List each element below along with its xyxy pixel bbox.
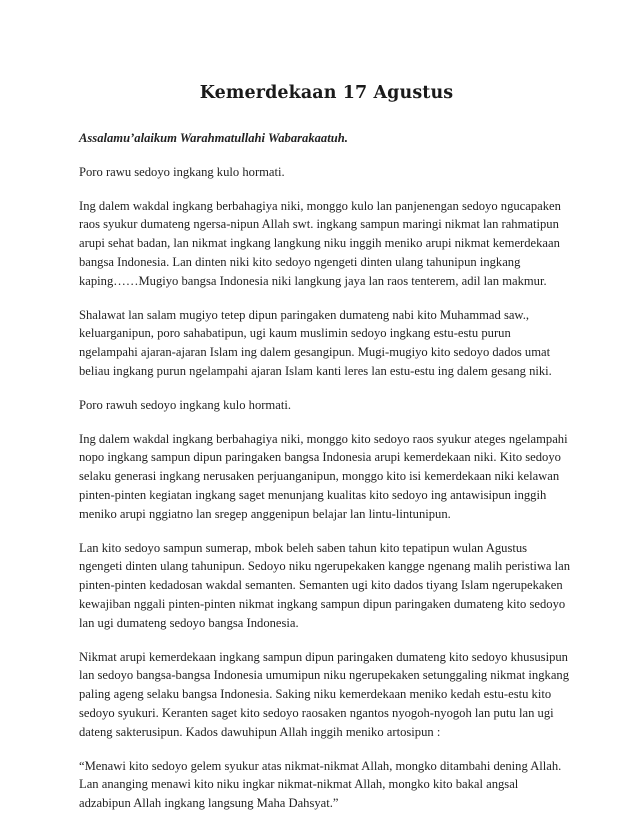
text-line: pinten-pinten kedadosan wakdal semanten. Semanten ugi kito dados tiyang Islam ngerupekaken	[79, 578, 563, 593]
text-line: beliau ingkang purun ngelampahi ajaran Islam kanti leres lan estu-estu ing dalem gesang niki.	[79, 363, 552, 378]
paragraph-6	[79, 539, 574, 633]
paragraph-4	[79, 396, 574, 415]
paragraph-3	[79, 306, 574, 381]
paragraph-8-quote	[79, 757, 574, 813]
text-line: dateng sakterusipun. Kados dawuhipun Allah inggih meniko artosipun :	[79, 724, 441, 739]
text-line: Poro rawuh sedoyo ingkang kulo hormati.	[79, 397, 291, 412]
paragraph-2	[79, 197, 574, 291]
paragraph-1	[79, 163, 574, 182]
text-line: kewajiban nggali pinten-pinten nikmat ingkang sampun dipun paringaken dumateng kito sedoyo	[79, 596, 566, 611]
text-line: Ing dalem wakdal ingkang berbahagiya niki, monggo kito sedoyo raos syukur ateges ngelampahi	[79, 431, 568, 446]
text-line: selaku generasi ingkang nerusaken perjuanganipun, monggo kito isi kemerdekaan niki kelawan	[79, 469, 560, 484]
text-line: pinten-pinten kegiatan ingkang saget menunjang kualitas kito sedoyo ing antawisipun inggih	[79, 487, 547, 502]
text-line: lan ugi dumateng sedoyo bangsa Indonesia.	[79, 615, 299, 630]
document-page	[79, 83, 574, 828]
text-line: Poro rawu sedoyo ingkang kulo hormati.	[79, 164, 285, 179]
text-line: nopo ingkang sampun dipun paringaken bangsa Indonesia arupi kemerdekaan niki. Kito sedoyo	[79, 450, 561, 465]
text-line: “Menawi kito sedoyo gelem syukur atas nikmat-nikmat Allah, mongko ditambahi dening Allah.	[79, 758, 562, 773]
text-line: keluarganipun, poro sahabatipun, ugi kaum muslimin sedoyo ingkang estu-estu purun	[79, 326, 511, 341]
text-line: Nikmat arupi kemerdekaan ingkang sampun dipun paringaken dumateng kito sedoyo khususipun	[79, 649, 568, 664]
paragraph-7	[79, 648, 574, 742]
text-line: paling ageng selaku bangsa Indonesia. Saking niku kemerdekaan meniko kedah estu-estu kito	[79, 687, 552, 702]
text-line: adzabipun Allah ingkang langsung Maha Dahsyat.”	[79, 796, 339, 811]
text-line: kaping……Mugiyo bangsa Indonesia niki langkung jaya lan raos tenterem, adil lan makmur.	[79, 273, 547, 288]
text-line: Ing dalem wakdal ingkang berbahagiya niki, monggo kulo lan panjenengan sedoyo ngucapaken	[79, 198, 561, 213]
text-line: arupi sehat badan, lan nikmat ingkang langkung niku inggih meniko arupi nikmat kemerdekaan	[79, 236, 560, 251]
text-line: Shalawat lan salam mugiyo tetep dipun paringaken dumateng nabi kito Muhammad saw.,	[79, 307, 530, 322]
text-line: lan sedoyo bangsa-bangsa Indonesia umumipun niku ngerupekaken setunggaling nikmat ingkang	[79, 668, 570, 683]
text-line: raos syukur dumateng ngersa-nipun Allah swt. ingkang sampun maringi nikmat lan rahmatipun	[79, 217, 559, 232]
paragraph-5	[79, 430, 574, 524]
text-line: meniko arupi nggiatno lan sregep anggenipun belajar lan lintu-lintunipun.	[79, 506, 451, 521]
text-line: Lan kito sedoyo sampun sumerap, mbok beleh saben tahun kito tepatipun wulan Agustus	[79, 540, 528, 555]
text-line: sedoyo syukuri. Keranten saget kito sedoyo raosaken ngantos nyogoh-nyogoh lan putu lan ugi	[79, 705, 554, 720]
text-line: Lan ananging menawi kito niku ingkar nikmat-nikmat Allah, mongko kito bakal angsal	[79, 777, 519, 792]
text-line: ngengeti dinten ulang tahunipun. Sedoyo niku ngerupekaken kangge ngenang malih peristiwa lan	[79, 559, 571, 574]
greeting: Assalamu’alaikum Warahmatullahi Wabarakaatuh.	[79, 131, 348, 145]
text-line: bangsa Indonesia. Lan dinten niki kito sedoyo ngengeti dinten ulang tahunipun ingkang	[79, 254, 521, 269]
document-title: Kemerdekaan 17 Agustus	[199, 83, 454, 103]
text-line: ngelampahi ajaran-ajaran Islam ing dalem gesangipun. Mugi-mugiyo kito sedoyo dados umat	[79, 345, 551, 360]
